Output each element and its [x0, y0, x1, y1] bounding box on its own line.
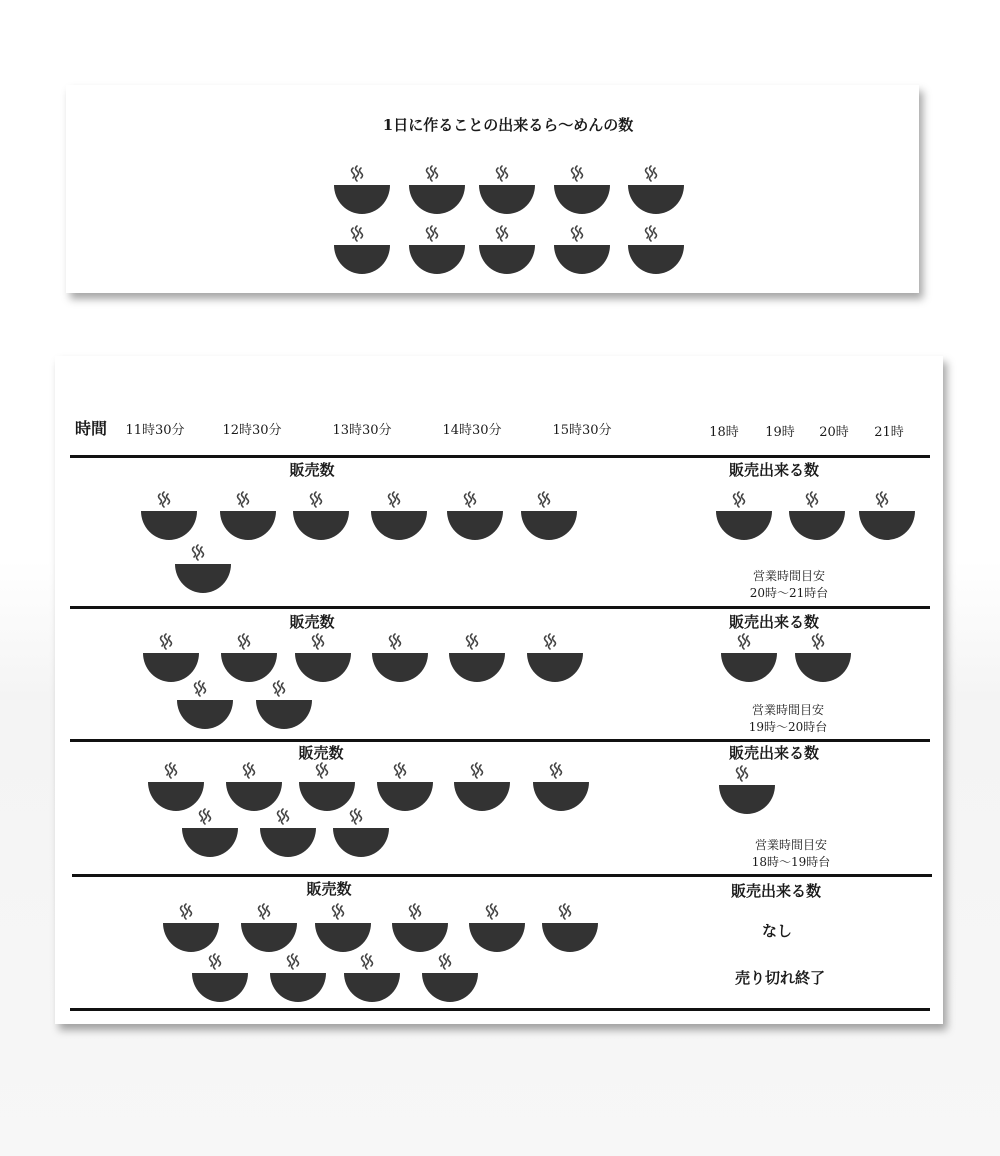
sold-label: 販売数: [306, 880, 352, 898]
sales-timeline-card: [55, 356, 943, 1024]
ramen-bowl-icon: [628, 223, 684, 279]
sold-bowl-icon: [392, 901, 448, 957]
row-divider: [70, 1008, 930, 1011]
sold-bowl-icon: [241, 901, 297, 957]
sold-bowl-icon: [542, 901, 598, 957]
time-label: 14時30分: [442, 423, 502, 438]
row-divider: [70, 739, 930, 742]
ramen-bowl-icon: [334, 163, 390, 219]
sold-bowl-icon: [315, 901, 371, 957]
sold-bowl-icon: [333, 806, 389, 862]
available-bowl-icon: [716, 489, 772, 545]
sold-bowl-icon: [371, 489, 427, 545]
time-header-label: 時間: [75, 419, 108, 438]
ramen-bowl-icon: [409, 223, 465, 279]
sold-bowl-icon: [270, 951, 326, 1007]
available-label: 販売出来る数: [730, 882, 822, 900]
time-label: 15時30分: [552, 423, 612, 438]
sold-label: 販売数: [289, 613, 335, 631]
row-divider: [72, 874, 932, 877]
sold-bowl-icon: [141, 489, 197, 545]
available-label: 販売出来る数: [728, 613, 820, 631]
row-divider: [70, 455, 930, 458]
time-label: 19時: [765, 425, 795, 440]
available-bowl-icon: [719, 763, 775, 819]
daily-capacity-title: 1日に作ることの出来るら〜めんの数: [382, 116, 634, 134]
none-available-text: なし: [761, 922, 793, 940]
row-divider: [70, 606, 930, 609]
time-label: 13時30分: [332, 423, 392, 438]
sold-bowl-icon: [454, 760, 510, 816]
ramen-bowl-icon: [334, 223, 390, 279]
daily-capacity-card: [66, 85, 919, 293]
ramen-bowl-icon: [479, 163, 535, 219]
available-label: 販売出来る数: [728, 744, 820, 762]
time-label: 20時: [819, 425, 849, 440]
sold-bowl-icon: [260, 806, 316, 862]
sold-out-text: 売り切れ終了: [734, 969, 826, 987]
sold-label: 販売数: [289, 461, 335, 479]
ramen-bowl-icon: [479, 223, 535, 279]
sold-bowl-icon: [182, 806, 238, 862]
sold-bowl-icon: [256, 678, 312, 734]
time-label: 21時: [874, 425, 904, 440]
sold-bowl-icon: [177, 678, 233, 734]
hours-range: 20時〜21時台: [749, 586, 829, 600]
hours-note: 営業時間目安: [751, 703, 825, 717]
sold-label: 販売数: [298, 744, 344, 762]
ramen-bowl-icon: [409, 163, 465, 219]
hours-note: 営業時間目安: [754, 838, 828, 852]
hours-range: 18時〜19時台: [751, 855, 831, 869]
available-bowl-icon: [789, 489, 845, 545]
sold-bowl-icon: [533, 760, 589, 816]
sold-bowl-icon: [422, 951, 478, 1007]
sold-bowl-icon: [527, 631, 583, 687]
sold-bowl-icon: [372, 631, 428, 687]
sold-bowl-icon: [521, 489, 577, 545]
ramen-bowl-icon: [554, 163, 610, 219]
ramen-bowl-icon: [554, 223, 610, 279]
sold-bowl-icon: [175, 542, 231, 598]
time-label: 11時30分: [125, 423, 185, 438]
hours-note: 営業時間目安: [752, 569, 826, 583]
sold-bowl-icon: [192, 951, 248, 1007]
available-bowl-icon: [859, 489, 915, 545]
sold-bowl-icon: [447, 489, 503, 545]
time-label: 12時30分: [222, 423, 282, 438]
sold-bowl-icon: [344, 951, 400, 1007]
sold-bowl-icon: [449, 631, 505, 687]
hours-range: 19時〜20時台: [748, 720, 828, 734]
sold-bowl-icon: [293, 489, 349, 545]
sold-bowl-icon: [469, 901, 525, 957]
sold-bowl-icon: [163, 901, 219, 957]
ramen-bowl-icon: [628, 163, 684, 219]
available-bowl-icon: [795, 631, 851, 687]
available-label: 販売出来る数: [728, 461, 820, 479]
available-bowl-icon: [721, 631, 777, 687]
time-label: 18時: [709, 425, 739, 440]
sold-bowl-icon: [220, 489, 276, 545]
